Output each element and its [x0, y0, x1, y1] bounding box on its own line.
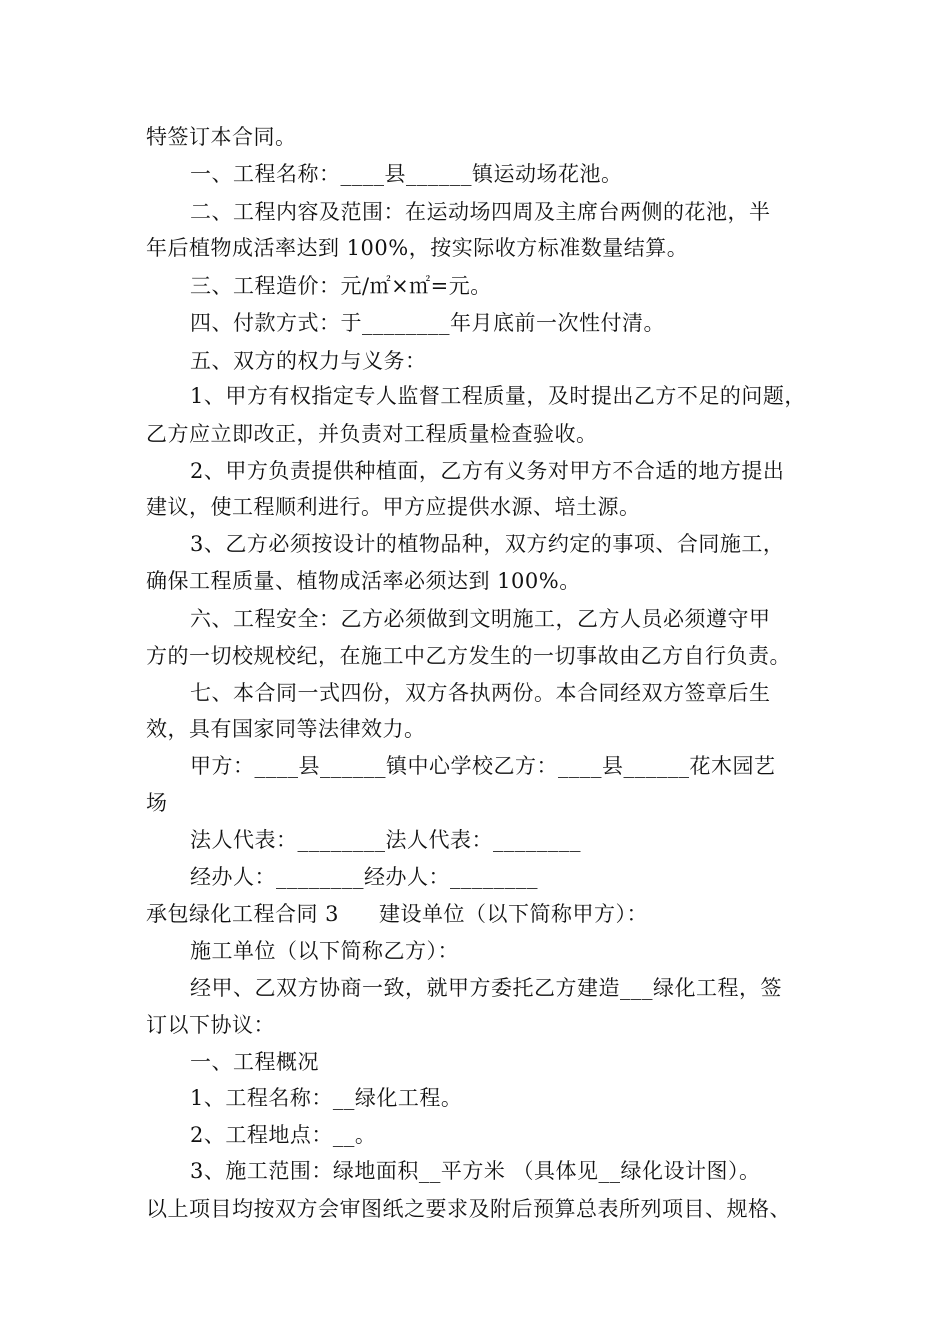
text-line: 二、工程内容及范围：在运动场四周及主席台两侧的花池，半: [190, 200, 771, 224]
text-line: 确保工程质量、植物成活率必须达到 100%。: [146, 569, 581, 593]
section-title: 承包绿化工程合同 3: [146, 902, 340, 926]
text-line: 特签订本合同。: [146, 125, 297, 149]
text-line: 场: [146, 791, 168, 815]
text-line: 六、工程安全：乙方必须做到文明施工，乙方人员必须遵守甲: [190, 607, 771, 631]
text-line: 方的一切校规校纪，在施工中乙方发生的一切事故由乙方自行负责。: [146, 644, 791, 668]
text-line: 效，具有国家同等法律效力。: [146, 717, 426, 741]
text-line: 三、工程造价：元/㎡×㎡=元。: [190, 274, 492, 298]
text-line: 经办人：________经办人：________: [190, 865, 538, 889]
text-line: 一、工程概况: [190, 1050, 319, 1074]
section-title-line: [146, 900, 836, 928]
text-line: 法人代表：________法人代表：________: [190, 828, 581, 852]
text-line: 经甲、乙双方协商一致，就甲方委托乙方建造___绿化工程，签: [190, 976, 782, 1000]
text-line: 乙方应立即改正，并负责对工程质量检查验收。: [146, 422, 598, 446]
text-line: 1、甲方有权指定专人监督工程质量，及时提出乙方不足的问题，: [190, 384, 806, 408]
text-line: 以上项目均按双方会审图纸之要求及附后预算总表所列项目、规格、: [146, 1197, 791, 1221]
text-line: 五、双方的权力与义务：: [190, 349, 427, 373]
text-line: 2、工程地点：__。: [190, 1123, 377, 1147]
text-line: 四、付款方式：于________年月底前一次性付清。: [190, 311, 665, 335]
text-line: 七、本合同一式四份，双方各执两份。本合同经双方签章后生: [190, 681, 771, 705]
text-line: 一、工程名称：____县______镇运动场花池。: [190, 162, 623, 186]
text-line: 甲方：____县______镇中心学校乙方：____县______花木园艺: [190, 754, 776, 778]
text-line: 1、工程名称：__绿化工程。: [190, 1086, 463, 1110]
text-line: 3、施工范围：绿地面积__平方米 （具体见__绿化设计图）。: [190, 1159, 761, 1183]
text-segment: 建设单位（以下简称甲方）：: [379, 902, 649, 926]
text-line: 建议，使工程顺利进行。甲方应提供水源、培土源。: [146, 495, 641, 519]
text-line: 2、甲方负责提供种植面，乙方有义务对甲方不合适的地方提出: [190, 459, 785, 483]
text-line: 年后植物成活率达到 100%，按实际收方标准数量结算。: [146, 236, 689, 260]
text-line: 订以下协议：: [146, 1013, 275, 1037]
text-line: 3、乙方必须按设计的植物品种，双方约定的事项、合同施工，: [190, 532, 785, 556]
text-line: 施工单位（以下简称乙方）：: [190, 939, 459, 963]
